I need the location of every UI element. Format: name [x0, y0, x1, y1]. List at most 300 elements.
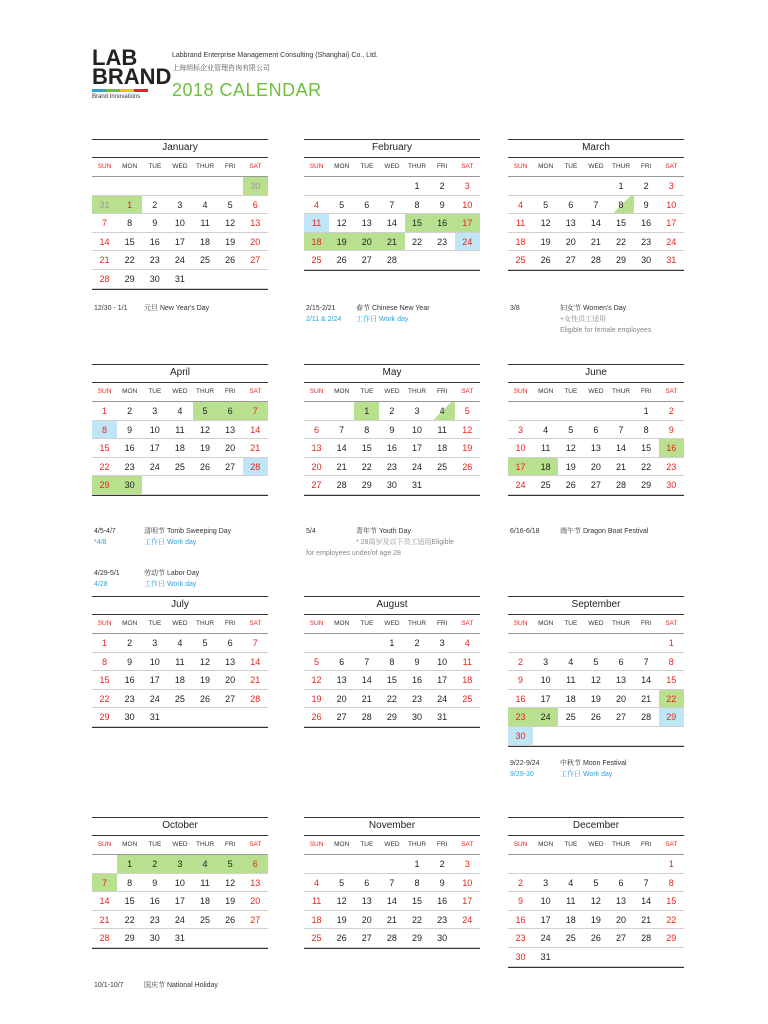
day-cell: 6 — [243, 196, 268, 215]
month-title: October — [92, 817, 268, 836]
weekday-fri: FRI — [436, 841, 448, 848]
empty-cell — [583, 634, 608, 653]
weekday-thur: THUR — [196, 388, 215, 395]
day-cell: 13 — [304, 439, 329, 458]
day-cell: 27 — [558, 251, 583, 270]
weekday-header — [508, 383, 684, 402]
day-cell: 10 — [142, 421, 167, 440]
day-cell: 8 — [92, 421, 117, 440]
day-cell: 23 — [430, 233, 455, 252]
note-date: 5/4 — [306, 528, 316, 535]
day-cell: 7 — [379, 196, 404, 215]
day-cell: 28 — [379, 251, 404, 270]
day-cell: 3 — [533, 874, 558, 893]
empty-cell — [558, 855, 583, 874]
day-cell: 19 — [193, 671, 218, 690]
day-cell: 25 — [304, 251, 329, 270]
day-cell: 5 — [304, 653, 329, 672]
day-cell: 22 — [405, 233, 430, 252]
day-cell: 16 — [117, 439, 142, 458]
logo-color-bar — [92, 89, 148, 92]
day-grid — [304, 634, 480, 727]
day-cell: 13 — [354, 214, 379, 233]
empty-cell — [218, 476, 243, 495]
day-cell: 3 — [430, 634, 455, 653]
day-cell: 15 — [609, 214, 634, 233]
day-cell: 11 — [193, 874, 218, 893]
day-cell: 17 — [142, 439, 167, 458]
month-end-rule — [304, 727, 480, 728]
day-cell: 2 — [508, 874, 533, 893]
day-cell: 1 — [405, 177, 430, 196]
weekday-tue: TUE — [564, 388, 578, 395]
day-cell: 27 — [354, 251, 379, 270]
weekday-mon: MON — [334, 388, 350, 395]
day-cell: 23 — [634, 233, 659, 252]
day-cell: 1 — [92, 402, 117, 421]
day-cell: 26 — [193, 690, 218, 709]
day-cell: 30 — [379, 476, 404, 495]
day-cell: 29 — [117, 270, 142, 289]
day-cell: 6 — [354, 196, 379, 215]
day-cell: 3 — [167, 855, 192, 874]
day-cell: 31 — [659, 251, 684, 270]
day-cell: 14 — [354, 671, 379, 690]
day-cell: 1 — [117, 855, 142, 874]
weekday-fri: FRI — [640, 388, 652, 395]
day-cell: 15 — [659, 671, 684, 690]
day-cell: 26 — [329, 929, 354, 948]
day-cell: 11 — [304, 214, 329, 233]
day-grid — [508, 634, 684, 746]
day-cell: 29 — [92, 476, 117, 495]
day-cell: 13 — [609, 892, 634, 911]
day-cell: 11 — [304, 892, 329, 911]
day-cell: 21 — [92, 911, 117, 930]
day-cell: 10 — [455, 196, 480, 215]
day-cell: 9 — [508, 671, 533, 690]
day-cell: 13 — [583, 439, 608, 458]
day-cell: 16 — [430, 214, 455, 233]
day-cell: 4 — [167, 402, 192, 421]
day-cell: 10 — [430, 653, 455, 672]
note-text: 端午节 Dragon Boat Festival — [560, 528, 649, 535]
day-cell: 6 — [243, 855, 268, 874]
day-cell: 6 — [304, 421, 329, 440]
day-cell: 5 — [583, 874, 608, 893]
empty-cell — [193, 270, 218, 289]
month-end-rule — [304, 495, 480, 496]
weekday-sat: SAT — [249, 841, 262, 848]
day-cell: 8 — [405, 196, 430, 215]
weekday-sat: SAT — [665, 841, 678, 848]
weekday-thur: THUR — [612, 841, 631, 848]
note-date: 2/15-2/21 — [306, 305, 336, 312]
empty-cell — [218, 708, 243, 727]
day-cell: 6 — [583, 421, 608, 440]
day-cell: 2 — [117, 634, 142, 653]
day-cell: 5 — [329, 196, 354, 215]
calendar-title: 2018 CALENDAR — [172, 80, 322, 100]
day-cell: 19 — [218, 892, 243, 911]
month-end-rule — [304, 270, 480, 271]
day-cell: 6 — [329, 653, 354, 672]
day-cell: 31 — [167, 270, 192, 289]
weekday-tue: TUE — [148, 163, 162, 170]
weekday-fri: FRI — [436, 620, 448, 627]
day-cell: 20 — [609, 690, 634, 709]
weekday-thur: THUR — [408, 388, 427, 395]
day-cell: 2 — [430, 177, 455, 196]
empty-cell — [379, 855, 404, 874]
day-cell: 11 — [167, 653, 192, 672]
day-cell: 31 — [533, 948, 558, 967]
weekday-tue: TUE — [564, 841, 578, 848]
day-cell: 30 — [508, 948, 533, 967]
note-text: 国庆节 National Holiday — [144, 982, 218, 989]
day-cell: 25 — [430, 458, 455, 477]
day-cell: 28 — [583, 251, 608, 270]
day-cell: 26 — [583, 708, 608, 727]
day-cell: 28 — [609, 476, 634, 495]
day-cell: 28 — [92, 270, 117, 289]
note-october — [94, 980, 218, 991]
empty-cell — [533, 402, 558, 421]
day-cell: 13 — [329, 671, 354, 690]
day-cell: 25 — [193, 251, 218, 270]
day-cell: 14 — [243, 653, 268, 672]
empty-cell — [405, 251, 430, 270]
weekday-sun: SUN — [97, 388, 112, 395]
month-june — [508, 364, 684, 496]
day-cell: 14 — [634, 892, 659, 911]
weekday-mon: MON — [334, 620, 350, 627]
day-cell: 2 — [659, 402, 684, 421]
day-cell: 2 — [117, 402, 142, 421]
day-cell: 30 — [508, 727, 533, 746]
day-cell: 22 — [92, 458, 117, 477]
day-cell: 22 — [117, 911, 142, 930]
day-cell: 20 — [218, 671, 243, 690]
day-cell: 1 — [659, 634, 684, 653]
month-may — [304, 364, 480, 496]
day-cell: 13 — [609, 671, 634, 690]
note-date: 6/16-6/18 — [510, 528, 540, 535]
weekday-thur: THUR — [408, 841, 427, 848]
day-cell: 17 — [430, 671, 455, 690]
company-name-en: Labbrand Enterprise Management Consulting (Shanghai) Co., Ltd. — [172, 52, 378, 59]
day-cell: 19 — [583, 911, 608, 930]
day-cell: 16 — [430, 892, 455, 911]
day-cell: 25 — [558, 929, 583, 948]
weekday-sun: SUN — [513, 163, 528, 170]
day-cell: 6 — [354, 874, 379, 893]
day-cell: 18 — [304, 911, 329, 930]
day-cell: 18 — [167, 671, 192, 690]
day-cell: 5 — [218, 855, 243, 874]
day-cell: 25 — [558, 708, 583, 727]
day-cell: 24 — [455, 233, 480, 252]
weekday-sun: SUN — [513, 841, 528, 848]
note-january — [94, 303, 209, 314]
day-cell: 19 — [218, 233, 243, 252]
weekday-header — [92, 615, 268, 634]
month-end-rule — [508, 746, 684, 747]
weekday-fri: FRI — [224, 163, 236, 170]
note-september — [510, 758, 627, 780]
day-cell: 30 — [634, 251, 659, 270]
day-cell: 11 — [558, 671, 583, 690]
day-cell: 29 — [117, 929, 142, 948]
day-cell: 27 — [609, 929, 634, 948]
empty-cell — [193, 708, 218, 727]
day-cell: 31 — [142, 708, 167, 727]
day-cell: 12 — [533, 214, 558, 233]
weekday-tue: TUE — [148, 388, 162, 395]
weekday-tue: TUE — [360, 163, 374, 170]
month-end-rule — [508, 967, 684, 968]
day-cell: 17 — [142, 671, 167, 690]
note-work-text: 工作日 Work day — [356, 316, 409, 323]
day-cell: 12 — [583, 671, 608, 690]
day-cell: 5 — [558, 421, 583, 440]
day-cell: 10 — [167, 214, 192, 233]
day-cell: 10 — [455, 874, 480, 893]
day-cell: 20 — [304, 458, 329, 477]
month-title: February — [304, 139, 480, 158]
month-end-rule — [508, 270, 684, 271]
day-cell: 12 — [193, 653, 218, 672]
day-cell: 10 — [533, 671, 558, 690]
day-cell: 25 — [193, 911, 218, 930]
day-cell: 22 — [634, 458, 659, 477]
day-cell: 16 — [117, 671, 142, 690]
day-cell: 8 — [117, 214, 142, 233]
weekday-wed: WED — [172, 841, 188, 848]
day-cell: 21 — [329, 458, 354, 477]
empty-cell — [609, 948, 634, 967]
day-cell: 19 — [329, 233, 354, 252]
empty-cell — [508, 634, 533, 653]
day-cell: 23 — [405, 690, 430, 709]
day-cell: 21 — [583, 233, 608, 252]
day-cell: 19 — [329, 911, 354, 930]
day-cell: 1 — [354, 402, 379, 421]
day-cell: 1 — [379, 634, 404, 653]
weekday-thur: THUR — [408, 620, 427, 627]
empty-cell — [609, 634, 634, 653]
day-cell: 4 — [430, 402, 455, 421]
day-cell: 2 — [405, 634, 430, 653]
empty-cell — [583, 177, 608, 196]
note-work-date: 9/29-30 — [510, 771, 534, 778]
month-end-rule — [304, 948, 480, 949]
weekday-header — [304, 836, 480, 855]
empty-cell — [329, 402, 354, 421]
empty-cell — [508, 177, 533, 196]
day-cell: 23 — [142, 251, 167, 270]
day-cell: 1 — [609, 177, 634, 196]
day-cell: 14 — [379, 892, 404, 911]
month-april — [92, 364, 268, 496]
day-cell: 21 — [379, 233, 404, 252]
day-cell: 3 — [455, 177, 480, 196]
day-cell: 9 — [634, 196, 659, 215]
empty-cell — [218, 177, 243, 196]
day-cell: 12 — [304, 671, 329, 690]
day-cell: 18 — [304, 233, 329, 252]
day-cell: 14 — [92, 233, 117, 252]
day-cell: 17 — [533, 911, 558, 930]
month-end-rule — [508, 495, 684, 496]
day-cell: 9 — [430, 196, 455, 215]
day-cell: 22 — [659, 911, 684, 930]
day-cell: 23 — [379, 458, 404, 477]
note-date: 4/29-5/1 — [94, 570, 120, 577]
day-cell: 2 — [634, 177, 659, 196]
weekday-thur: THUR — [196, 620, 215, 627]
day-cell: 19 — [533, 233, 558, 252]
day-cell: 16 — [379, 439, 404, 458]
day-cell: 17 — [167, 233, 192, 252]
empty-cell — [558, 948, 583, 967]
day-cell: 14 — [243, 421, 268, 440]
day-cell: 23 — [430, 911, 455, 930]
day-cell: 18 — [558, 911, 583, 930]
day-cell: 8 — [92, 653, 117, 672]
day-cell: 14 — [92, 892, 117, 911]
day-cell: 7 — [609, 421, 634, 440]
note-may — [306, 526, 454, 559]
day-cell: 26 — [558, 476, 583, 495]
note-work-text: 工作日 Work day — [144, 581, 197, 588]
note-date: 10/1-10/7 — [94, 982, 124, 989]
day-cell: 30 — [430, 929, 455, 948]
day-cell: 24 — [142, 458, 167, 477]
month-title: September — [508, 596, 684, 615]
day-cell: 1 — [92, 634, 117, 653]
day-cell: 28 — [634, 708, 659, 727]
day-cell: 21 — [243, 439, 268, 458]
empty-cell — [243, 476, 268, 495]
note-march — [510, 303, 651, 336]
weekday-fri: FRI — [640, 620, 652, 627]
day-cell: 17 — [455, 214, 480, 233]
day-cell: 29 — [634, 476, 659, 495]
empty-cell — [167, 708, 192, 727]
day-cell: 4 — [304, 874, 329, 893]
day-cell: 28 — [243, 458, 268, 477]
weekday-header — [508, 158, 684, 177]
day-cell: 30 — [117, 708, 142, 727]
empty-cell — [583, 402, 608, 421]
day-cell: 18 — [193, 892, 218, 911]
day-cell: 14 — [379, 214, 404, 233]
day-cell: 30 — [142, 929, 167, 948]
weekday-sun: SUN — [513, 388, 528, 395]
day-cell: 20 — [354, 233, 379, 252]
weekday-mon: MON — [538, 620, 554, 627]
day-cell: 3 — [142, 402, 167, 421]
weekday-fri: FRI — [640, 163, 652, 170]
day-grid — [508, 855, 684, 967]
day-cell: 16 — [405, 671, 430, 690]
day-cell: 12 — [329, 214, 354, 233]
note-february — [306, 303, 430, 325]
day-cell: 9 — [117, 653, 142, 672]
month-december — [508, 817, 684, 968]
weekday-mon: MON — [538, 163, 554, 170]
day-cell: 10 — [508, 439, 533, 458]
day-cell: 19 — [455, 439, 480, 458]
day-cell: 15 — [405, 214, 430, 233]
weekday-fri: FRI — [224, 841, 236, 848]
weekday-wed: WED — [384, 163, 400, 170]
weekday-thur: THUR — [612, 163, 631, 170]
day-cell: 5 — [329, 874, 354, 893]
day-cell: 9 — [659, 421, 684, 440]
day-cell: 22 — [92, 690, 117, 709]
weekday-sat: SAT — [461, 620, 474, 627]
day-cell: 17 — [508, 458, 533, 477]
day-cell: 26 — [329, 251, 354, 270]
month-end-rule — [92, 289, 268, 290]
weekday-sat: SAT — [665, 163, 678, 170]
day-cell: 7 — [243, 402, 268, 421]
day-cell: 15 — [405, 892, 430, 911]
day-cell: 29 — [405, 929, 430, 948]
month-title: July — [92, 596, 268, 615]
note-text: 青年节 Youth Day — [356, 528, 411, 535]
day-cell: 18 — [558, 690, 583, 709]
day-cell: 21 — [634, 690, 659, 709]
weekday-fri: FRI — [436, 388, 448, 395]
empty-cell — [533, 634, 558, 653]
weekday-sun: SUN — [309, 163, 324, 170]
weekday-mon: MON — [122, 841, 138, 848]
day-cell: 20 — [243, 892, 268, 911]
empty-cell — [142, 177, 167, 196]
day-cell: 3 — [405, 402, 430, 421]
day-cell: 27 — [243, 251, 268, 270]
day-cell: 3 — [167, 196, 192, 215]
weekday-wed: WED — [588, 388, 604, 395]
day-cell: 29 — [379, 708, 404, 727]
day-cell: 13 — [218, 421, 243, 440]
day-cell: 4 — [304, 196, 329, 215]
month-title: December — [508, 817, 684, 836]
day-cell: 21 — [354, 690, 379, 709]
day-cell: 7 — [634, 653, 659, 672]
note-extra2: for employees under/of age 28 — [306, 550, 401, 557]
day-grid — [304, 177, 480, 270]
day-cell: 23 — [508, 708, 533, 727]
weekday-header — [92, 836, 268, 855]
day-cell: 30 — [117, 476, 142, 495]
month-title: May — [304, 364, 480, 383]
day-cell: 9 — [405, 653, 430, 672]
day-cell: 14 — [583, 214, 608, 233]
empty-cell — [329, 855, 354, 874]
note-text: 清明节 Tomb Sweeping Day — [144, 528, 232, 535]
empty-cell — [304, 402, 329, 421]
day-cell: 30 — [405, 708, 430, 727]
day-cell: 31 — [167, 929, 192, 948]
day-cell: 19 — [193, 439, 218, 458]
note-april-2 — [94, 568, 199, 590]
day-cell: 26 — [533, 251, 558, 270]
day-cell: 6 — [609, 653, 634, 672]
